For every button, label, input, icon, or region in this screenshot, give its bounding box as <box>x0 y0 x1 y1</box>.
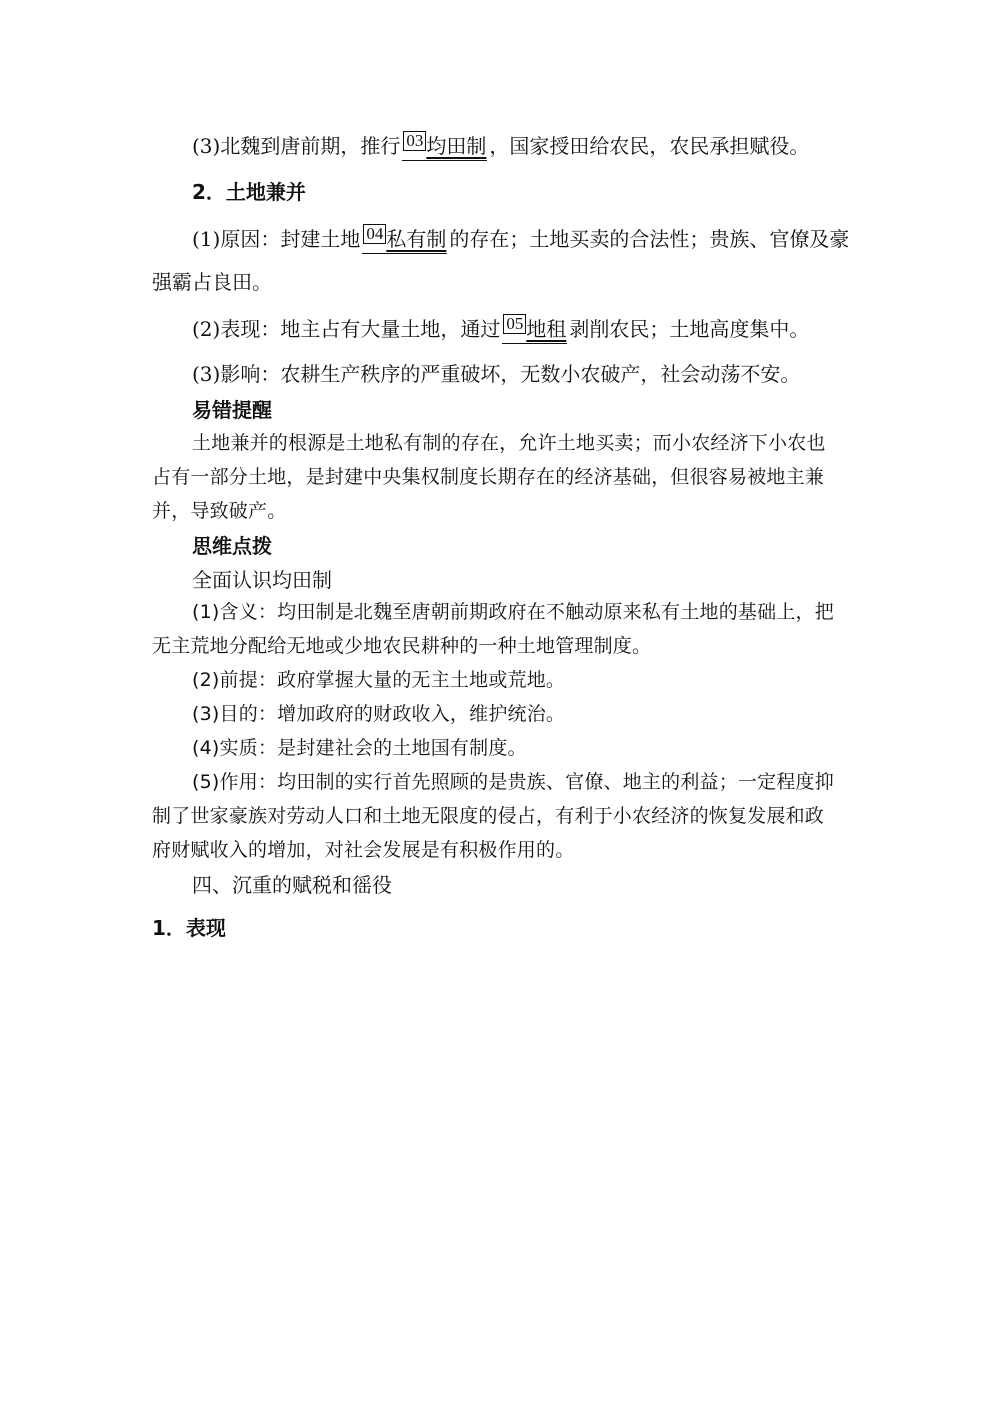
item-text: (3)北魏到唐前期，推行 <box>192 134 401 158</box>
annexation-impact: (3)影响：农耕生产秩序的严重破坏，无数小农破产，社会动荡不安。 <box>192 362 801 386</box>
annexation-heading: 2．土地兼并 <box>192 180 306 204</box>
warning-line: 占有一部分土地，是封建中央集权制度长期存在的经济基础，但很容易被地主兼 <box>152 466 825 488</box>
section4-sub: 1．表现 <box>152 916 226 940</box>
thinking-line: (4)实质：是封建社会的土地国有制度。 <box>192 737 527 759</box>
fill-blank <box>362 225 447 254</box>
annexation-cause-cont: 强霸占良田。 <box>152 270 272 294</box>
blank-number: 05 <box>503 314 526 334</box>
fill-blank <box>402 132 487 161</box>
item-text: (2)表现：地主占有大量土地，通过 <box>192 317 501 341</box>
blank-number: 04 <box>363 224 386 244</box>
thinking-line: 府财赋收入的增加，对社会发展是有积极作用的。 <box>152 839 575 861</box>
thinking-heading: 思维点拨 <box>192 534 272 558</box>
item-text: 剥削农民；土地高度集中。 <box>569 317 810 341</box>
thinking-subheading: 全面认识均田制 <box>192 568 332 592</box>
warning-heading: 易错提醒 <box>192 398 272 422</box>
fill-blank <box>502 315 567 344</box>
thinking-line: 无主荒地分配给无地或少地农民耕种的一种土地管理制度。 <box>152 635 652 657</box>
thinking-line: (5)作用：均田制的实行首先照顾的是贵族、官僚、地主的利益；一定程度抑 <box>192 771 834 793</box>
section4-heading: 四、沉重的赋税和徭役 <box>192 873 392 897</box>
blank-answer: 私有制 <box>386 227 447 251</box>
thinking-line: (2)前提：政府掌握大量的无主土地或荒地。 <box>192 669 566 691</box>
warning-line: 并，导致破产。 <box>152 500 287 522</box>
item-text: 的存在；土地买卖的合法性；贵族、官僚及豪 <box>449 227 850 251</box>
blank-answer: 均田制 <box>426 134 487 158</box>
item-text: (1)原因：封建土地 <box>192 227 361 251</box>
thinking-line: 制了世家豪族对劳动人口和土地无限度的侵占，有利于小农经济的恢复发展和政 <box>152 805 825 827</box>
item-text: ，国家授田给农民，农民承担赋役。 <box>489 134 810 158</box>
thinking-line: (1)含义：均田制是北魏至唐朝前期政府在不触动原来私有土地的基础上，把 <box>192 601 834 623</box>
land-system-item-3 <box>192 132 892 161</box>
warning-line: 土地兼并的根源是土地私有制的存在，允许土地买卖；而小农经济下小农也 <box>192 432 826 454</box>
thinking-line: (3)目的：增加政府的财政收入，维护统治。 <box>192 703 566 725</box>
blank-number: 03 <box>403 131 426 151</box>
blank-answer: 地租 <box>526 317 567 341</box>
annexation-manifestation <box>192 315 892 344</box>
annexation-cause <box>192 225 892 254</box>
